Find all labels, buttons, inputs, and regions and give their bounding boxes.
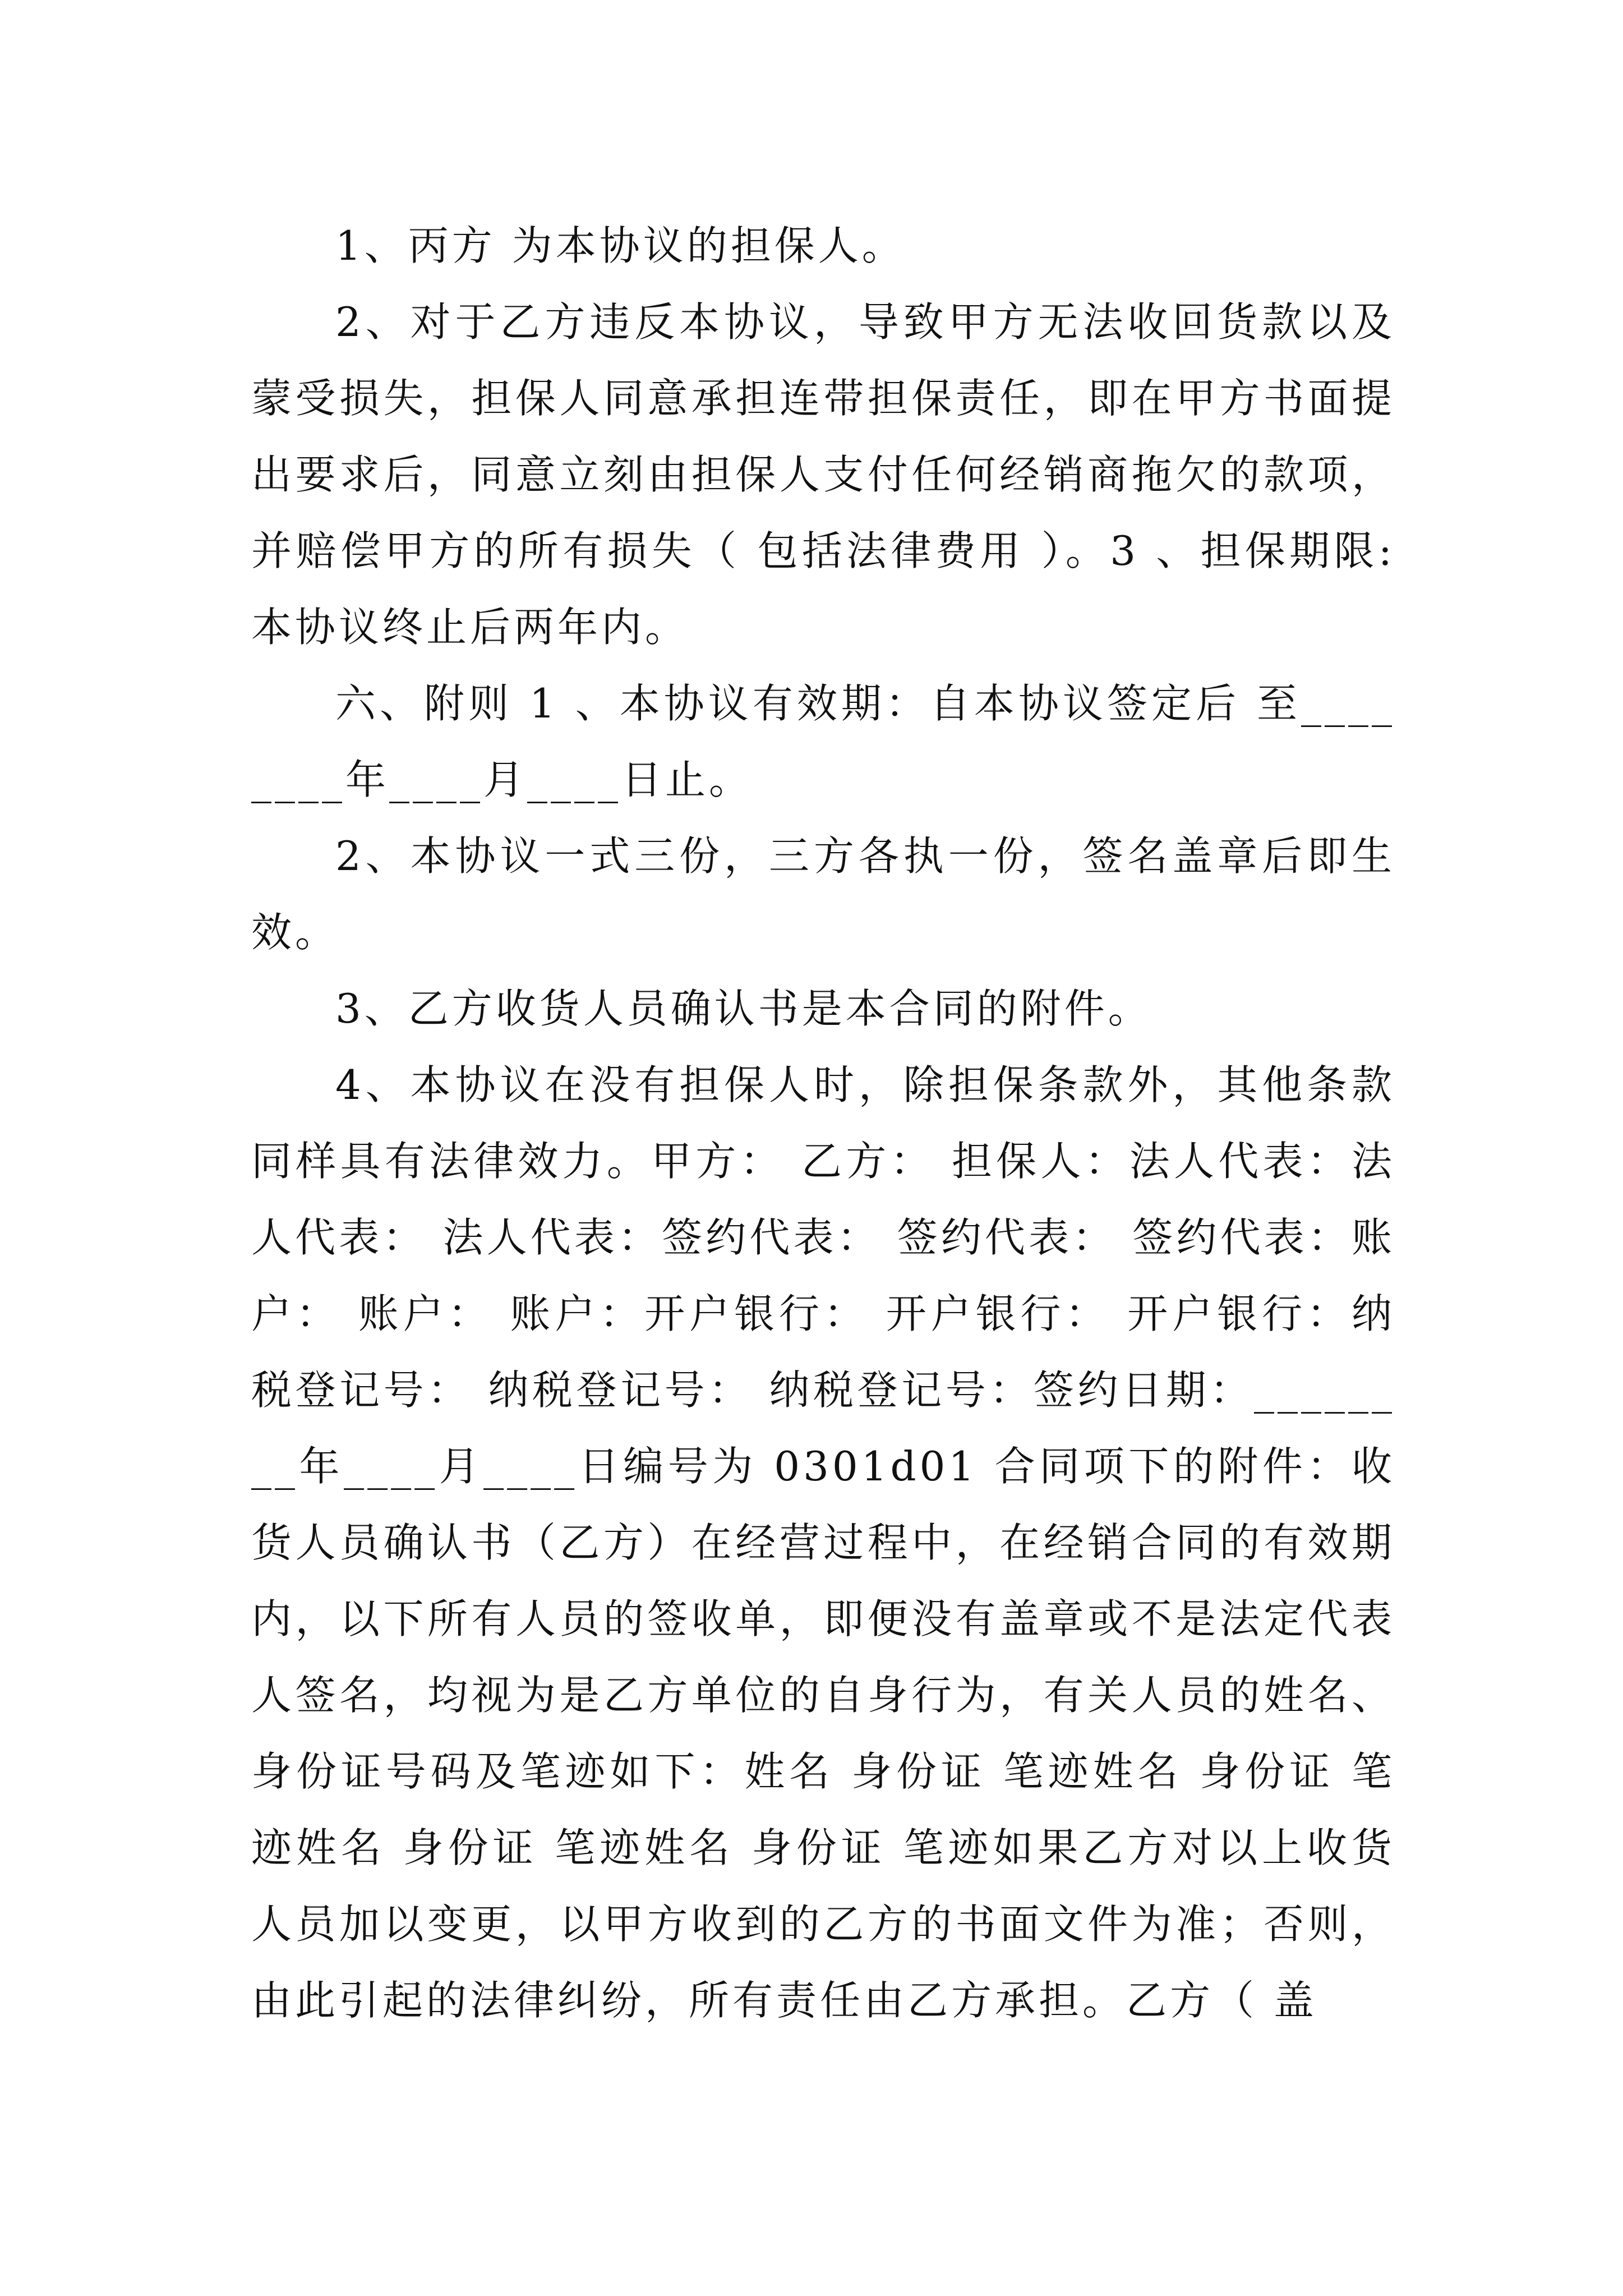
paragraph-signatures-and-receipt: 4、本协议在没有担保人时，除担保条款外，其他条款同样具有法律效力。甲方： 乙方： 担保人：法人代表：法人代表： 法人代表：签约代表： 签约代表： 签约代表：账户： 账户： 账户：开户银行： 开户银行： 开户银行：纳税登记号： 纳税登记号： 纳税登记号：签约日期：________年____月____日编号为 0301d01 合同项下的附件：收货人员确认书（乙方）在经营过程中，在经销合同的有效期内，以下所有人员的签收单，即便没有盖章或不是法定代表人签名，均视为是乙方单位的自身行为，有关人员的姓名、身份证号码及笔迹如下：姓名 身份证 笔迹姓名 身份证 笔迹姓名 身份证 笔迹姓名 身份证 笔迹如果乙方对以上收货人员加以变更，以甲方收到的乙方的书面文件为准；否则，由此引起的法律纠纷，所有责任由乙方承担。乙方（ 盖 — [251, 1061, 1395, 2024]
paragraph-attachment: 3、乙方收货人员确认书是本合同的附件。 — [335, 985, 1152, 1032]
paragraph-copies: 2、本协议一式三份，三方各执一份，签名盖章后即生效。 — [251, 832, 1395, 956]
paragraph-guarantee-liability: 2、对于乙方违反本协议，导致甲方无法收回货款以及蒙受损失，担保人同意承担连带担保责任，即在甲方书面提出要求后，同意立刻由担保人支付任何经销商拖欠的款项，并赔偿甲方的所有损失（ 包括法律费用 ）。3 、担保期限:本协议终止后两年内。 — [251, 298, 1395, 651]
document-body — [251, 208, 1395, 2039]
paragraph-supplementary-validity: 六、附则 1 、本协议有效期：自本协议签定后 至________年____月____日止。 — [251, 680, 1395, 803]
paragraph-guarantor: 1、丙方 为本协议的担保人。 — [335, 222, 906, 269]
